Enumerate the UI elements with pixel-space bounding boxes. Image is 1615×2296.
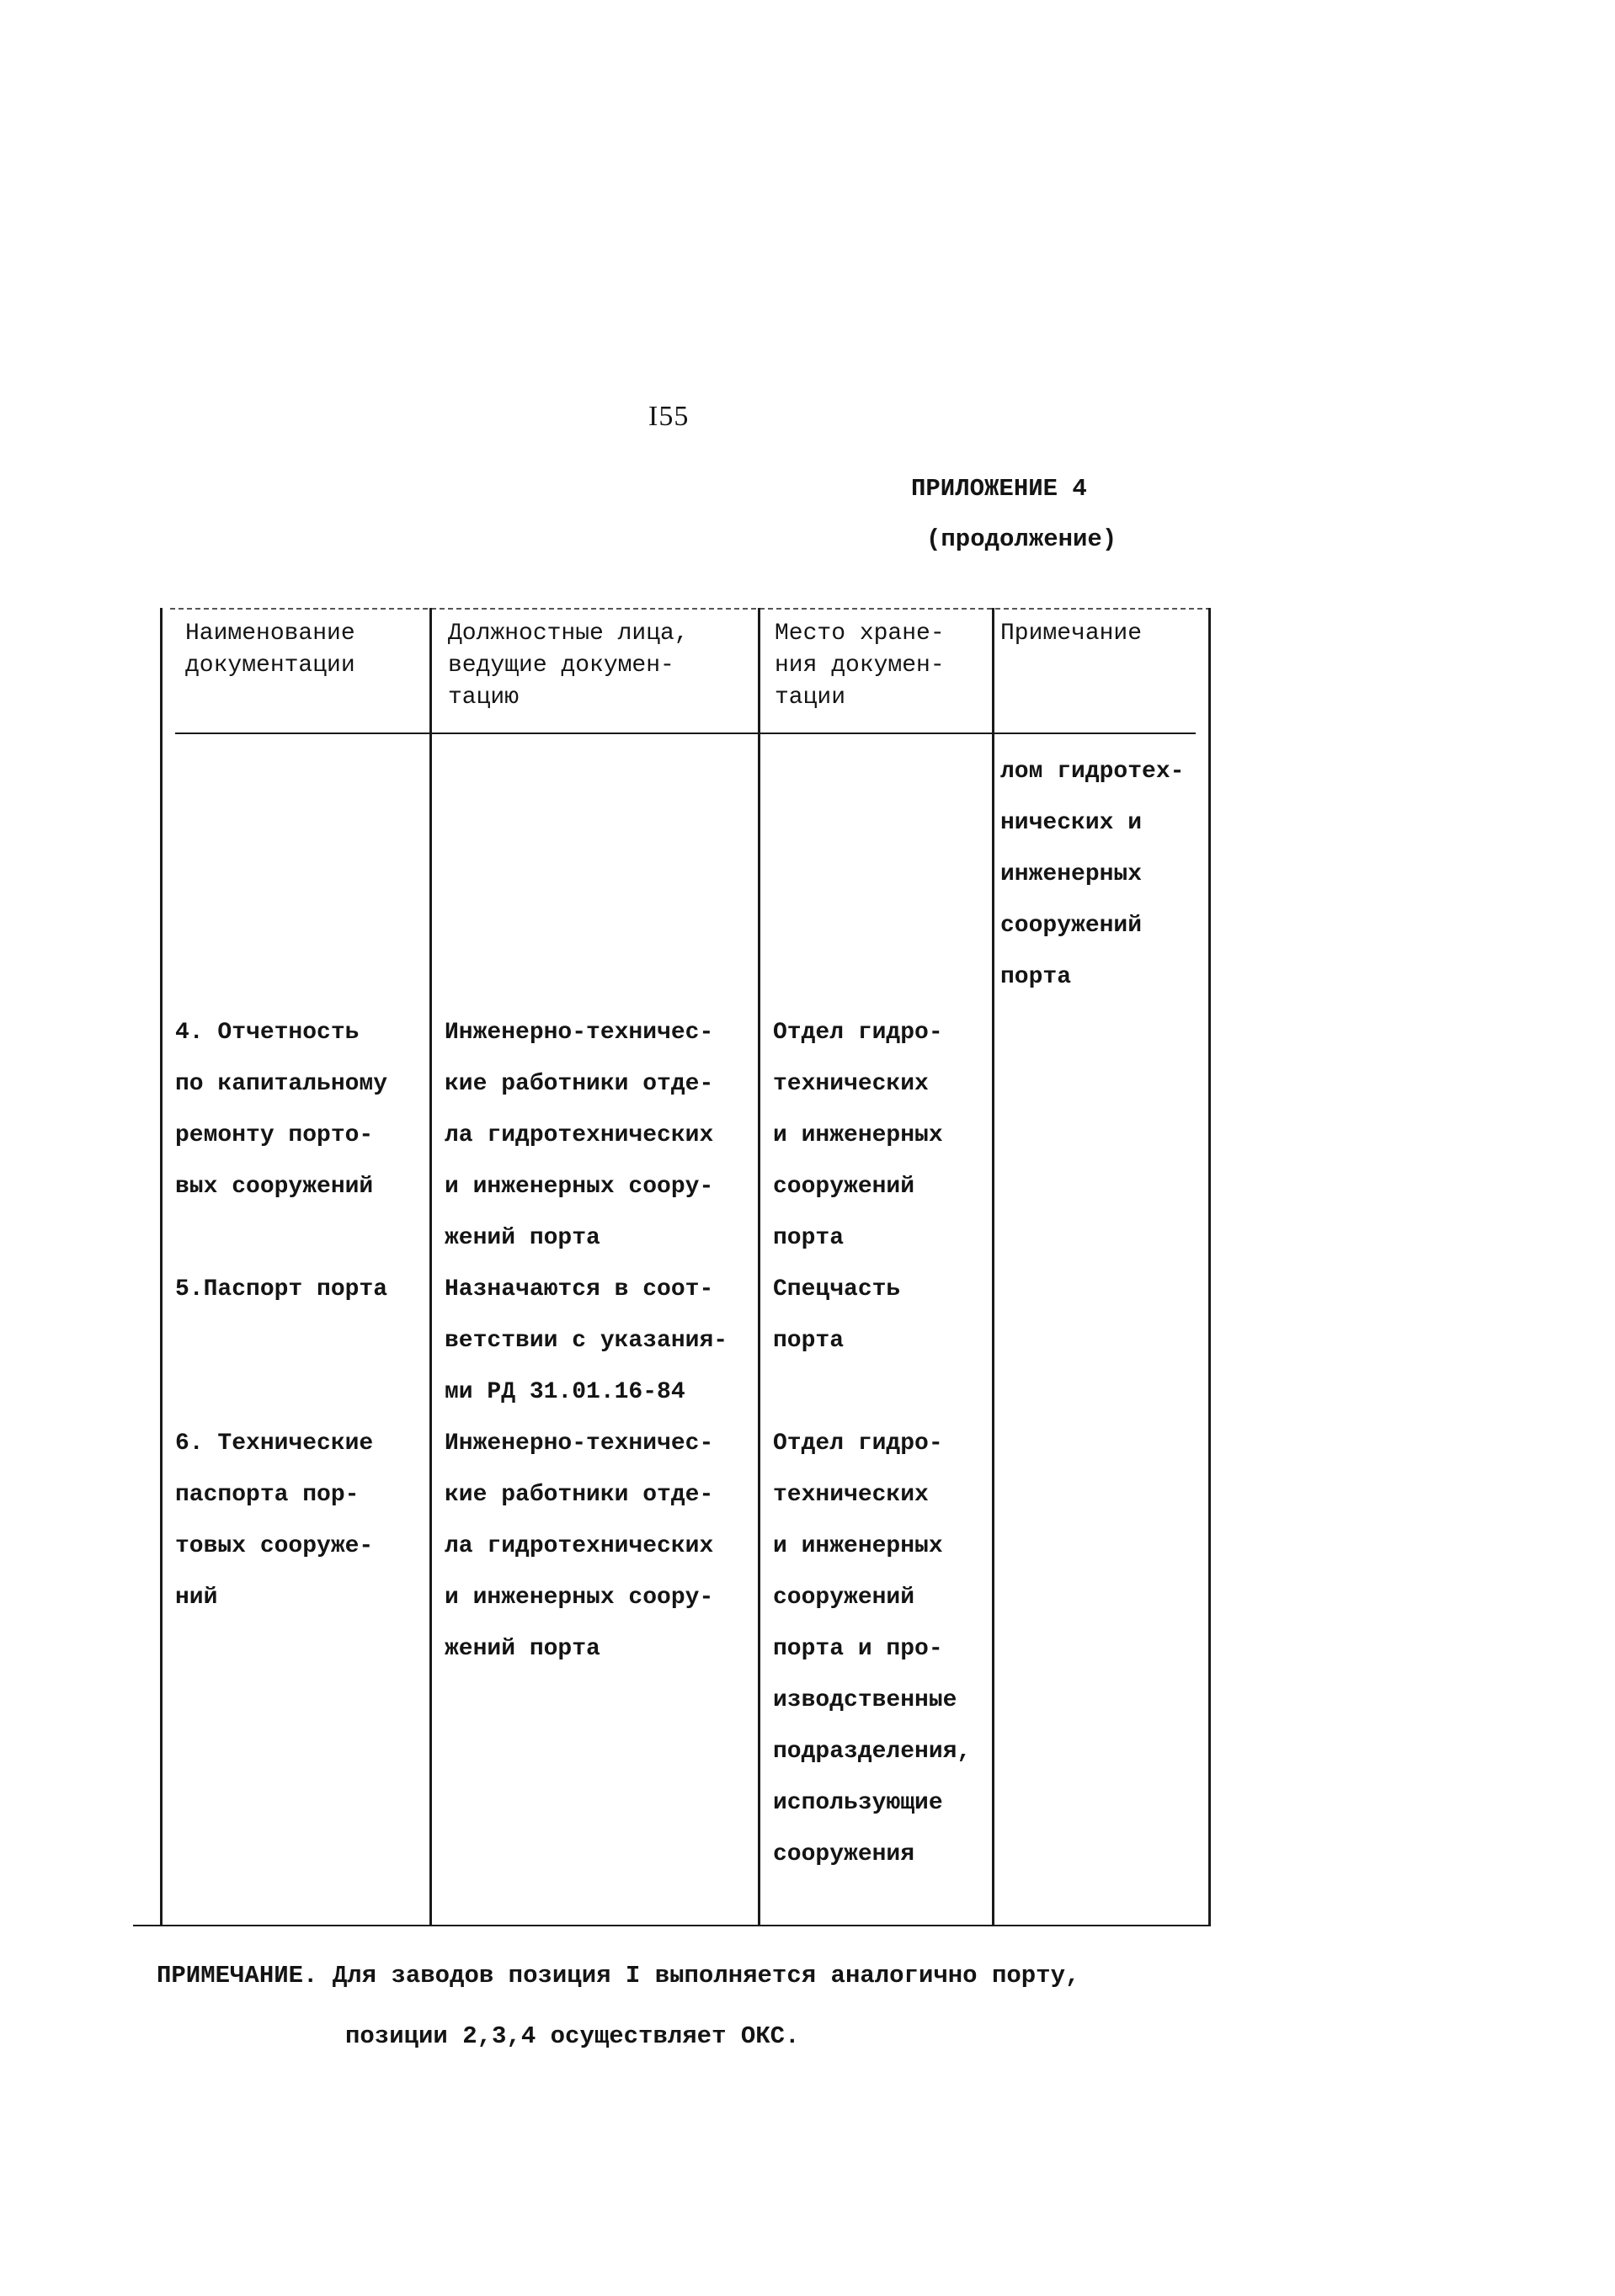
header-persons: Должностные лица, ведущие докумен- тацию [448,621,689,711]
row-4-place: Отдел гидро- технических и инженерных сооружений порта [773,1020,943,1251]
header-name: Наименование документации [185,621,355,679]
row-4-persons: Инженерно-техничес- кие работники отде- ла гидротехнических и инженерных соору- жений порта [445,1020,714,1251]
table-bottom-border [133,1925,1211,1926]
note-continuation: лом гидротех- нических и инженерных сооружений порта [1000,759,1185,990]
appendix-subtitle: (продолжение) [926,525,1117,553]
row-5-persons: Назначаются в соот- ветствии с указания- ми РД 31.01.16-84 [445,1276,728,1405]
column-divider-3 [992,608,994,1926]
table-left-border [160,608,163,1926]
appendix-title: ПРИЛОЖЕНИЕ 4 [911,475,1087,503]
table-top-border [170,608,1211,610]
row-5-place: Спецчасть порта [773,1276,901,1354]
page-number: I55 [648,401,690,432]
row-5-name: 5.Паспорт порта [175,1276,388,1302]
documentation-table [160,608,1211,1926]
table-right-border [1208,608,1211,1926]
column-divider-1 [429,608,432,1926]
header-separator [175,732,1196,734]
footnote-line-2: позиции 2,3,4 осуществляет ОКС. [345,2022,800,2050]
row-6-persons: Инженерно-техничес- кие работники отде- ла гидротехнических и инженерных соору- жений порта [445,1430,714,1662]
header-place: Место хране- ния докумен- тации [775,621,945,711]
row-4-name: 4. Отчетность по капитальному ремонту порто- вых сооружений [175,1020,388,1200]
column-divider-2 [758,608,760,1926]
footnote-text-1: Для заводов позиция I выполняется аналогично порту, [317,1962,1080,1990]
footnote-label: ПРИМЕЧАНИЕ. [157,1962,318,1990]
row-6-name: 6. Технические паспорта пор- товых сооруже- ний [175,1430,374,1611]
footnote-line-1 [157,1963,1079,1988]
row-6-place: Отдел гидро- технических и инженерных сооружений порта и про- изводственные подразделения, использующие сооружения [773,1430,972,1867]
header-note: Примечание [1000,621,1143,647]
